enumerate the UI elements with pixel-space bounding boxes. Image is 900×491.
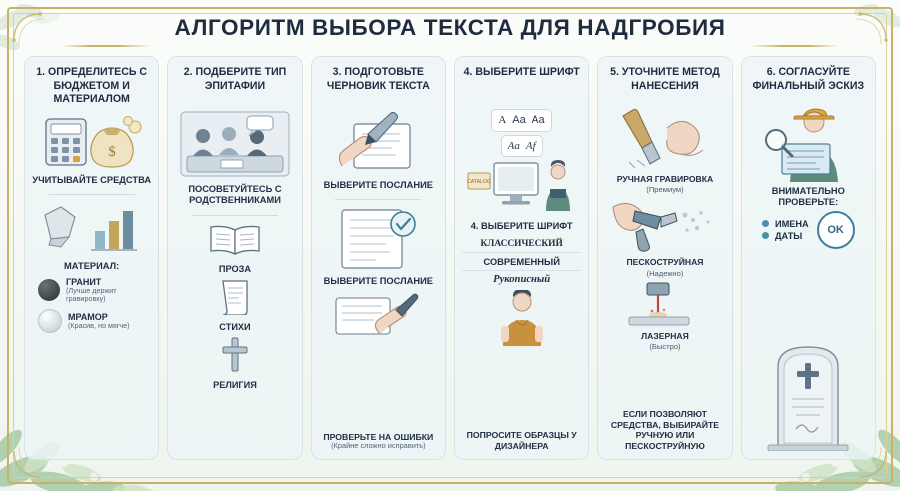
step-6-heading: 6. СОГЛАСУЙТЕ ФИНАЛЬНЫЙ ЭСКИЗ bbox=[752, 66, 865, 92]
font-sample-card-row-2[interactable] bbox=[501, 135, 543, 157]
open-book-icon bbox=[207, 223, 263, 262]
bullet-icon bbox=[762, 232, 769, 239]
epitaph-type-label: ПРОЗА bbox=[218, 263, 252, 274]
sandblasting-gun-illustration bbox=[607, 197, 723, 253]
cross-icon bbox=[218, 335, 252, 378]
engraving-method-2: ПЕСКОСТРУЙНАЯ bbox=[626, 257, 704, 268]
page-title: АЛГОРИТМ ВЫБОРА ТЕКСТА ДЛЯ НАДГРОБИЯ bbox=[174, 15, 726, 40]
step-6-caption: ВНИМАТЕЛЬНО ПРОВЕРЬТЕ: bbox=[771, 186, 845, 208]
step-1-material-title: МАТЕРИАЛ: bbox=[64, 260, 120, 271]
svg-text:$: $ bbox=[107, 143, 116, 160]
font-sample-card-row-1[interactable] bbox=[491, 109, 552, 132]
bullet-icon bbox=[762, 220, 769, 227]
person-presenting-illustration bbox=[483, 290, 561, 346]
catalog-label: CATALOG bbox=[466, 179, 491, 185]
material-note: (Красив, но мягче) bbox=[68, 321, 130, 331]
epitaph-type-prose[interactable] bbox=[207, 223, 263, 274]
check-item-names[interactable] bbox=[762, 219, 809, 229]
hand-writing-with-pen-illustration bbox=[324, 108, 432, 176]
step-4-heading: 4. ВЫБЕРИТЕ ШРИФТ bbox=[463, 66, 580, 78]
font-sample-1: A bbox=[498, 114, 507, 126]
hand-with-chisel-illustration bbox=[607, 108, 723, 170]
step-column-3[interactable] bbox=[311, 56, 446, 460]
master-with-blueprint-and-magnifier-illustration bbox=[752, 108, 864, 182]
step-2-heading: 2. ПОДБЕРИТЕ ТИП ЭПИТАФИИ bbox=[183, 66, 287, 92]
approved-document-with-check-illustration bbox=[332, 206, 424, 272]
font-style-handwritten[interactable]: Рукописный bbox=[493, 274, 551, 286]
material-row-marble[interactable] bbox=[32, 309, 151, 333]
check-label: ИМЕНА bbox=[774, 218, 809, 229]
budget-bar-chart bbox=[37, 201, 147, 257]
step-3-footer-text: ПРОВЕРЬТЕ НА ОШИБКИ bbox=[323, 431, 434, 442]
step-1-heading: 1. ОПРЕДЕЛИТЕСЬ С БЮДЖЕТОМ И МАТЕРИАЛОМ bbox=[36, 66, 148, 106]
epitaph-type-poetry[interactable] bbox=[215, 277, 255, 332]
family-meeting-illustration bbox=[177, 108, 293, 180]
verification-row bbox=[749, 211, 868, 249]
step-column-2[interactable] bbox=[167, 56, 302, 460]
epitaph-type-label: РЕЛИГИЯ bbox=[213, 379, 257, 390]
engraving-method-1-note: (Премиум) bbox=[646, 185, 684, 195]
epitaph-type-label: СТИХИ bbox=[219, 321, 251, 332]
scroll-icon bbox=[215, 277, 255, 320]
step-3-footer bbox=[323, 432, 433, 451]
material-row-granite[interactable] bbox=[32, 277, 151, 303]
ok-badge[interactable]: OK bbox=[817, 211, 855, 249]
calculator-and-money-bag-illustration bbox=[40, 109, 144, 171]
step-1-caption: УЧИТЫВАЙТЕ СРЕДСТВА bbox=[32, 174, 152, 185]
step-column-4[interactable] bbox=[454, 56, 589, 460]
laser-beam-illustration bbox=[613, 281, 717, 327]
font-sample-4: Aa bbox=[507, 140, 520, 152]
step-5-heading: 5. УТОЧНИТЕ МЕТОД НАНЕСЕНИЯ bbox=[610, 66, 720, 92]
step-4-caption: 4. ВЫБЕРИТЕ ШРИФТ bbox=[470, 221, 573, 231]
font-style-list bbox=[462, 236, 581, 288]
step-5-footer: ЕСЛИ ПОЗВОЛЯЮТ СРЕДСТВА, ВЫБИРАЙТЕ РУЧНУЮ ИЛИ ПЕСКОСТРУЙНУЮ bbox=[610, 409, 720, 451]
title-rule-right bbox=[750, 45, 840, 47]
step-column-6[interactable] bbox=[741, 56, 876, 460]
material-name: ГРАНИТ bbox=[66, 277, 102, 288]
step-3-caption-2: ВЫВЕРИТЕ ПОСЛАНИЕ bbox=[323, 276, 433, 287]
check-item-dates[interactable] bbox=[762, 231, 809, 241]
designer-with-monitor-illustration bbox=[464, 159, 580, 217]
step-column-1[interactable] bbox=[24, 56, 159, 460]
material-note: (Лучше держит гравировку) bbox=[66, 286, 117, 304]
font-sample-5: Af bbox=[525, 140, 536, 152]
steps-container bbox=[24, 56, 876, 460]
font-style-modern[interactable]: СОВРЕМЕННЫЙ bbox=[462, 253, 581, 271]
step-3-footer-note: (Крайне сложно исправить) bbox=[331, 441, 426, 451]
font-sample-2: Aa bbox=[512, 114, 526, 126]
font-style-classic[interactable]: КЛАССИЧЕСКИЙ bbox=[462, 236, 581, 253]
marble-swatch-icon bbox=[38, 309, 62, 333]
step-4-footer: ПОПРОСИТЕ ОБРАЗЦЫ У ДИЗАЙНЕРА bbox=[466, 430, 577, 451]
engraving-method-2-note: (Надежно) bbox=[646, 268, 684, 278]
final-gravestone-illustration bbox=[756, 333, 860, 451]
granite-swatch-icon bbox=[38, 279, 60, 301]
hand-proofreading-illustration bbox=[330, 292, 426, 338]
font-sample-3: Aa bbox=[531, 115, 545, 127]
step-3-heading: 3. ПОДГОТОВЬТЕ ЧЕРНОВИК ТЕКСТА bbox=[326, 66, 430, 92]
divider bbox=[192, 215, 278, 216]
step-3-caption: ВЫВЕРИТЕ ПОСЛАНИЕ bbox=[323, 180, 433, 190]
check-label: ДАТЫ bbox=[774, 230, 803, 241]
divider bbox=[335, 199, 421, 200]
epitaph-type-religion[interactable] bbox=[213, 335, 257, 390]
step-2-caption: ПОСОВЕТУЙТЕСЬ С РОДСТВЕННИКАМИ bbox=[188, 184, 282, 206]
title-rule-left bbox=[60, 45, 150, 47]
engraving-method-3: ЛАЗЕРНАЯ bbox=[641, 330, 689, 341]
divider bbox=[49, 194, 135, 195]
engraving-method-3-note: (Быстро) bbox=[649, 342, 681, 352]
engraving-method-1: РУЧНАЯ ГРАВИРОВКА bbox=[616, 174, 714, 184]
material-name: МРАМОР bbox=[68, 312, 108, 323]
step-column-5[interactable] bbox=[597, 56, 732, 460]
verification-checklist bbox=[762, 217, 809, 243]
